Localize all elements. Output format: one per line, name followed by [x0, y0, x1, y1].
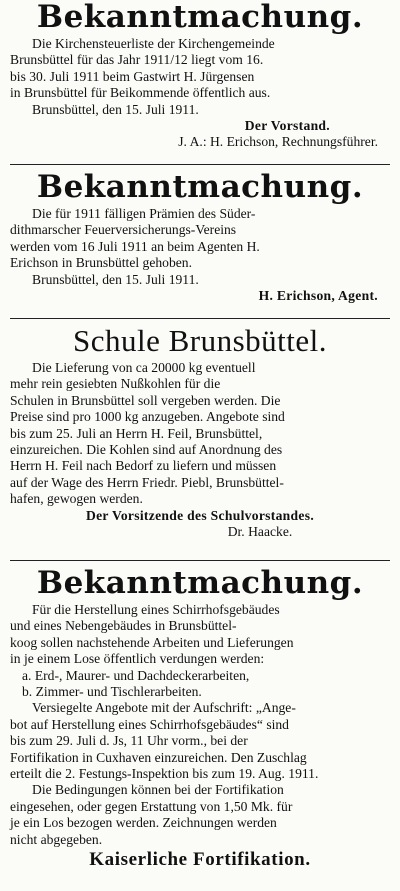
signature: Der Vorstand.: [244, 118, 330, 134]
announcement-body: [10, 602, 390, 869]
text-line: Die Lieferung von ca 20000 kg eventuell: [32, 360, 256, 375]
announcement-body: [10, 206, 390, 304]
text-line: auf der Wage des Herrn Friedr. Piebl, Brunsbüttel-: [10, 474, 284, 490]
text-line: Die Bedingungen können bei der Fortifikation: [32, 782, 284, 798]
text-line: eingesehen, oder gegen Erstattung von 1,50 Mk. für: [10, 798, 293, 814]
text-line: Brunsbüttel für das Jahr 1911/12 liegt vom 16.: [10, 52, 264, 68]
announcement-schule: [10, 324, 390, 540]
place-date: Brunsbüttel, den 15. Juli 1911.: [32, 101, 199, 117]
place-date: Brunsbüttel, den 15. Juli 1911.: [32, 271, 199, 287]
text-line: hafen, gewogen werden.: [10, 491, 143, 507]
signature: Der Vorsitzende des Schulvorstandes.: [85, 507, 315, 523]
text-line: Herrn H. Feil nach Bedorf zu liefern und müssen: [10, 458, 277, 474]
text-line: Preise sind pro 1000 kg anzugeben. Angebote sind: [10, 409, 285, 425]
list-item: a. Erd-, Maurer- und Dachdeckerarbeiten,: [22, 667, 250, 683]
text-line: bis 30. Juli 1911 beim Gastwirt H. Jürgensen: [10, 68, 255, 84]
announcement-title: Bekanntmachung.: [36, 169, 364, 205]
announcement-body: [10, 36, 390, 151]
announcement-fortifikation: [10, 566, 390, 869]
divider: [10, 560, 390, 561]
text-line: Fortifikation in Cuxhaven einzureichen. Den Zuschlag: [10, 749, 307, 765]
text-line: mehr rein gesiebten Nußkohlen für die: [10, 376, 221, 392]
signature-secondary: Dr. Haacke.: [227, 524, 293, 540]
text-line: bis zum 25. Juli an Herrn H. Feil, Brunsbüttel,: [10, 425, 263, 441]
text-line: und eines Nebengebäudes in Brunsbüttel-: [10, 618, 237, 634]
text-line: bot auf Herstellung eines Schirrhofsgebäudes“ sind: [10, 716, 289, 732]
text-line: Schulen in Brunsbüttel soll vergeben werden. Die: [10, 392, 281, 408]
announcement-body: [10, 360, 390, 540]
announcement-title: Bekanntmachung.: [36, 0, 364, 35]
text-line: je ein Los bezogen werden. Zeichnungen werden: [10, 815, 277, 831]
text-line: Die Kirchensteuerliste der Kirchengemeinde: [32, 36, 275, 51]
text-line: in je einem Lose öffentlich verdungen werden:: [10, 651, 265, 667]
announcement-title: Schule Brunsbüttel.: [72, 323, 328, 358]
signature: Kaiserliche Fortifikation.: [89, 849, 311, 871]
signature-secondary: J. A.: H. Erichson, Rechnungsführer.: [178, 134, 378, 150]
text-line: koog sollen nachstehende Arbeiten und Lieferungen: [10, 634, 294, 650]
divider: [10, 164, 390, 165]
announcement-title: Bekanntmachung.: [36, 565, 364, 601]
announcement-kirchensteuer: [10, 0, 390, 151]
text-line: dithmarscher Feuerversicherungs-Vereins: [10, 222, 237, 238]
text-line: Versiegelte Angebote mit der Aufschrift: „Ange-: [32, 700, 296, 716]
text-line: einzureichen. Die Kohlen sind auf Anordnung des: [10, 442, 283, 458]
text-line: in Brunsbüttel für Beikommende öffentlich aus.: [10, 85, 271, 101]
text-line: werden vom 16 Juli 1911 an beim Agenten H.: [10, 238, 260, 254]
text-line: Erichson in Brunsbüttel gehoben.: [10, 255, 192, 271]
text-line: Die für 1911 fälligen Prämien des Süder-: [32, 206, 256, 221]
text-line: nicht abgegeben.: [10, 831, 103, 847]
signature: H. Erichson, Agent.: [258, 288, 378, 304]
announcement-praemien: [10, 170, 390, 304]
list-item: b. Zimmer- und Tischlerarbeiten.: [22, 684, 202, 700]
text-line: Für die Herstellung eines Schirrhofsgebäudes: [32, 602, 280, 617]
divider: [10, 318, 390, 319]
text-line: bis zum 29. Juli d. Js, 11 Uhr vorm., bei der: [10, 733, 248, 749]
text-line: erteilt die 2. Festungs-Inspektion bis zum 19. Aug. 1911.: [10, 766, 319, 782]
